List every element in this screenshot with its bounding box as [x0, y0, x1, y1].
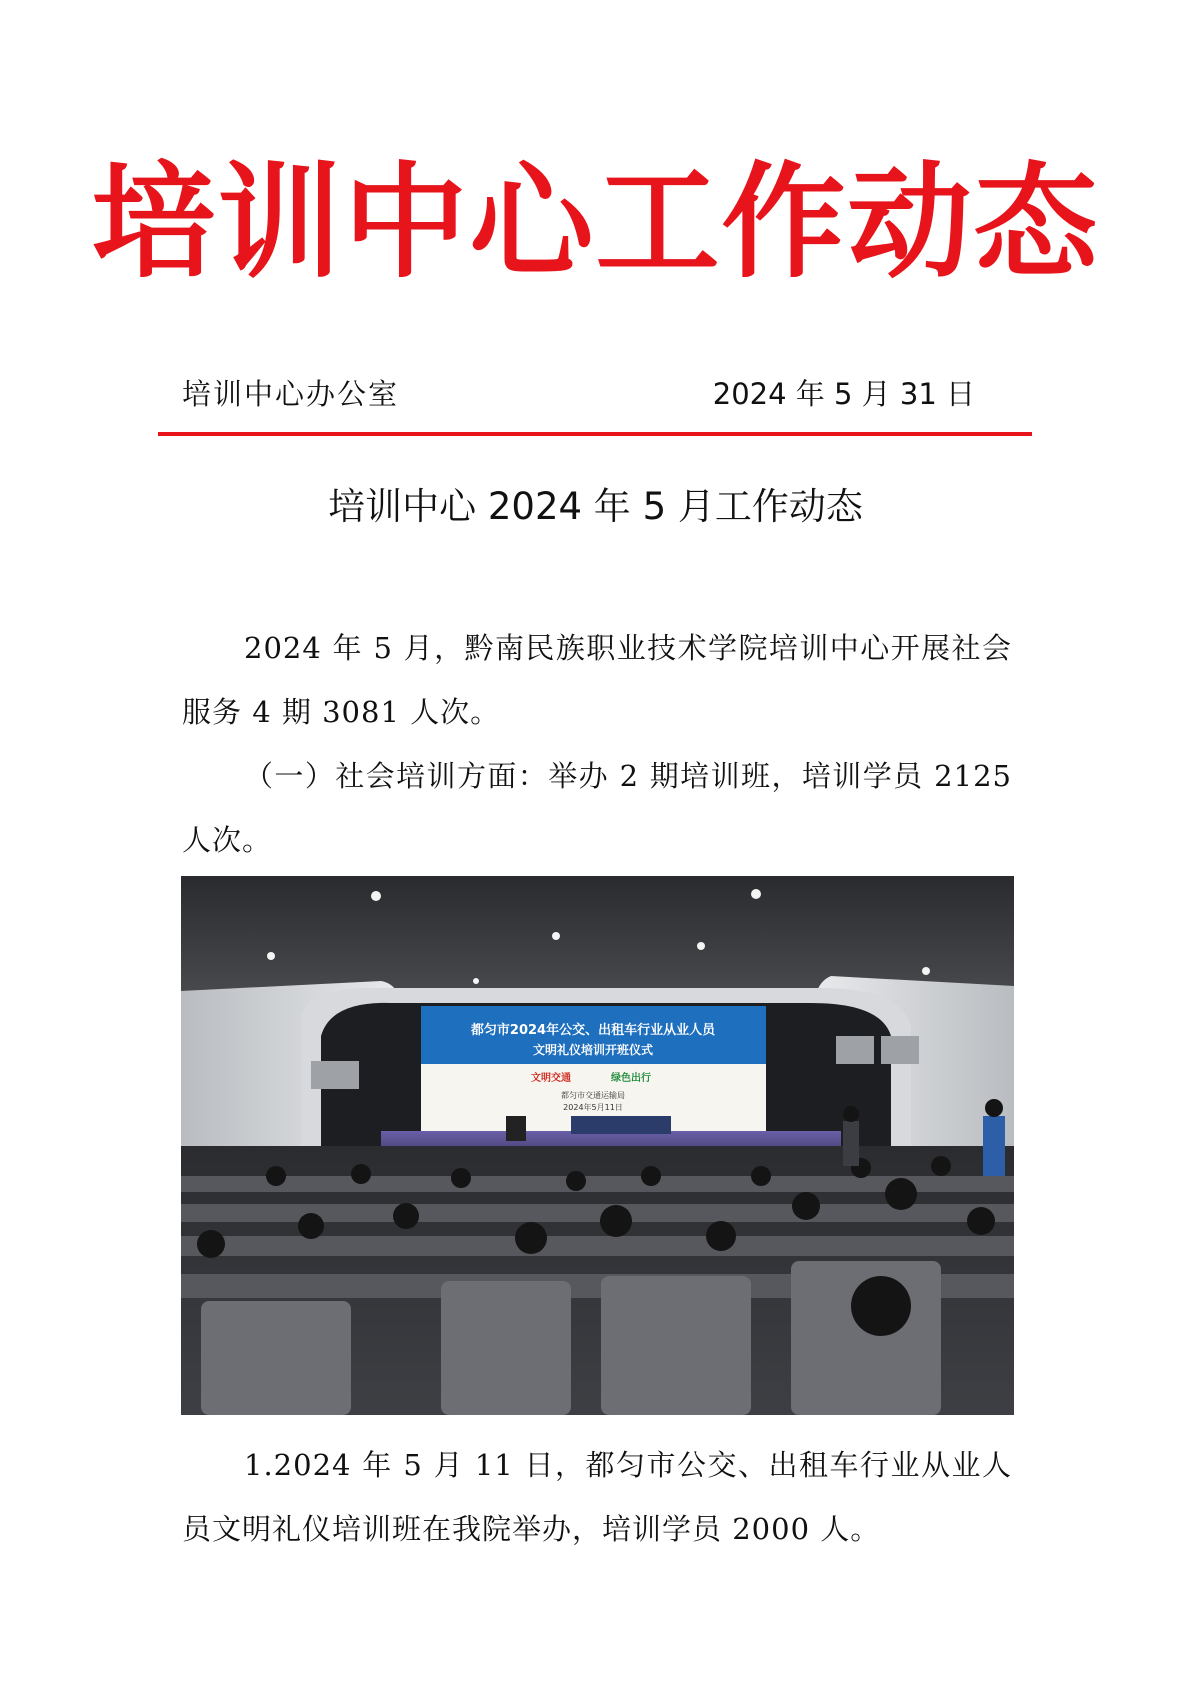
- screen-date: 2024年5月11日: [563, 1103, 623, 1112]
- paragraph-summary: 2024 年 5 月，黔南民族职业技术学院培训中心开展社会服务 4 期 3081 人次。: [182, 631, 1012, 729]
- paragraph-event-1: 1.2024 年 5 月 11 日，都匀市公交、出租车行业从业人员文明礼仪培训班在我院举办，培训学员 2000 人。: [182, 1448, 1012, 1546]
- issuing-office: 培训中心办公室: [182, 377, 400, 411]
- paragraph-social-training: （一）社会培训方面：举办 2 期培训班，培训学员 2125 人次。: [182, 759, 1012, 857]
- screen-slogan-right: 绿色出行: [611, 1073, 651, 1084]
- screen-title-line1: 都匀市2024年公交、出租车行业从业人员: [470, 1023, 716, 1038]
- training-auditorium-photo: [181, 876, 1014, 1415]
- header-divider: [158, 432, 1032, 436]
- masthead-title: 培训中心工作动态: [91, 150, 1100, 295]
- screen-slogan-left: 文明交通: [531, 1073, 571, 1084]
- screen-title-line2: 文明礼仪培训开班仪式: [532, 1043, 654, 1057]
- issue-date: 2024 年 5 月 31 日: [712, 377, 975, 411]
- screen-org: 都匀市交通运输局: [561, 1091, 625, 1100]
- article-title: 培训中心 2024 年 5 月工作动态: [328, 485, 863, 528]
